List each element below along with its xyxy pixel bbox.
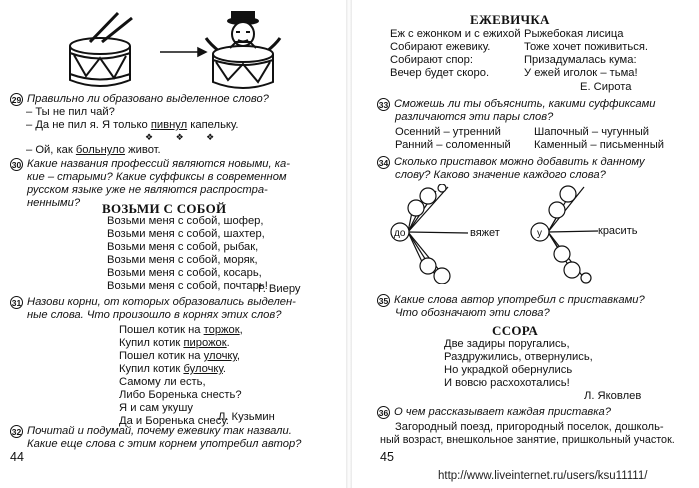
highlighted-word: пирожок (183, 337, 227, 349)
question-30 (10, 158, 290, 171)
left-page (0, 0, 345, 488)
empty-circle (581, 273, 591, 283)
highlighted-word: торжок (203, 324, 240, 336)
poem-author: Г. Виеру (258, 283, 301, 295)
highlighted-word: больнуло (75, 144, 126, 156)
diamond-separator: ❖ ❖ ❖ (145, 132, 225, 142)
text-fragment: – Да не пил я. Я только (26, 119, 151, 131)
word-pair: Каменный – письменный (534, 139, 665, 151)
text-fragment: Купил котик (119, 337, 184, 349)
text-fragment: Купил котик (119, 363, 184, 375)
question-line: Сможешь ли ты объяснить, какими суффиксами (394, 98, 656, 110)
poem-line: Самому ли есть, (119, 376, 206, 388)
diagram-prefix-label: у (537, 228, 542, 239)
question-line: кие – старыми? Какие суффиксы в современном (27, 171, 287, 183)
question-number-31: 31 (11, 298, 22, 308)
empty-circle (549, 202, 565, 218)
empty-circle (554, 246, 570, 262)
question-line: О чем рассказывает каждая приставка? (394, 406, 612, 418)
page-number: 45 (380, 450, 394, 464)
word-pair: Осенний – утренний (395, 126, 501, 138)
question-35 (377, 294, 645, 307)
poem-line: Возьми меня с собой, почтарь! (107, 280, 268, 292)
question-line: различаются эти пары слов? (395, 111, 554, 123)
right-page (352, 0, 699, 488)
question-36 (377, 406, 611, 419)
arrow-icon (160, 48, 206, 56)
word-pair: Ранний – соломенный (395, 139, 511, 151)
empty-circle (420, 258, 436, 274)
question-line: Что обозначают эти слова? (395, 307, 550, 319)
question-line: Почитай и подумай, почему ежевику так назвали. (27, 425, 292, 437)
highlighted-word: булочку (183, 363, 223, 375)
text-fragment: капельку. (187, 119, 239, 131)
question-line: Назови корни, от которых образовались выделен- (27, 296, 296, 308)
question-line: ненными? (27, 197, 81, 209)
poem-author: Л. Кузьмин (218, 411, 275, 423)
poem-line (119, 337, 230, 350)
poem-line: Возьми меня с собой, шахтер, (107, 228, 265, 240)
poem-title: ССОРА (492, 323, 539, 338)
poem-line: Возьми меня с собой, рыбак, (107, 241, 259, 253)
question-number-32: 32 (11, 427, 22, 437)
diagram-word-label: вяжет (470, 227, 500, 239)
question-line: слову? Каково значение каждого слова? (395, 169, 606, 181)
poem-line (119, 350, 240, 363)
empty-circle (564, 262, 580, 278)
text-fragment: . (222, 363, 227, 375)
text-fragment: Пошел котик на (119, 324, 204, 336)
text-fragment: – Ой, как (26, 144, 76, 156)
poem-title: ЕЖЕВИЧКА (470, 12, 550, 27)
poem-line: Возьми меня с собой, шофер, (107, 215, 264, 227)
empty-circle (434, 268, 450, 284)
watermark-url: http://www.liveinternet.ru/users/ksu11111/ (438, 470, 648, 482)
poem-line: Но украдкой обернулись (444, 364, 573, 376)
text-fragment: , (239, 324, 243, 336)
poem-author: Е. Сирота (580, 81, 632, 93)
drum-illustration (60, 8, 300, 90)
poem-author: Л. Яковлев (584, 390, 642, 402)
poem-line: У ежей иголок – тьма! (524, 67, 638, 79)
poem-line: Рыжебокая лисица (524, 28, 624, 40)
question-31 (10, 296, 296, 309)
question-34 (377, 156, 645, 169)
question-33 (377, 98, 656, 111)
diagram-word-label: красить (598, 225, 638, 237)
question-line: ные слова. Что произошло в корнях этих слов? (27, 309, 282, 321)
poem-title: ВОЗЬМИ С СОБОЙ (102, 201, 227, 216)
highlighted-word: улочку (203, 350, 237, 362)
text-fragment: живот. (125, 144, 161, 156)
diagram-prefix-label: до (394, 228, 406, 239)
empty-circle (438, 184, 446, 192)
poem-line: Еж с ежонком и с ежихой (390, 28, 521, 40)
poem-line: Призадумалась кума: (524, 54, 637, 66)
question-number-35: 35 (378, 296, 389, 306)
empty-circle (420, 188, 436, 204)
poem-line: Я и сам укушу (119, 402, 193, 414)
empty-circle (560, 186, 576, 202)
question-line: Какие еще слова с этим корнем употребил автор? (27, 438, 302, 450)
poem-line: Тоже хочет поживиться. (524, 41, 649, 53)
question-line: Какие слова автор употребил с приставками? (394, 294, 645, 306)
poem-line: Да и Боренька снесу. (119, 415, 229, 427)
text-fragment: Пошел котик на (119, 350, 204, 362)
poem-line: И вовсю расхохотались! (444, 377, 570, 389)
poem-line: Собирают ежевику. (390, 41, 491, 53)
poem-line: Либо Боренька снесть? (119, 389, 242, 401)
exercise-line: Загородный поезд, пригородный поселок, дошколь- (395, 421, 664, 433)
poem-line: Возьми меня с собой, моряк, (107, 254, 258, 266)
question-number-33: 33 (378, 100, 389, 110)
question-number-36: 36 (378, 408, 389, 418)
poem-line (119, 324, 243, 337)
page-number: 44 (10, 450, 24, 464)
poem-line: Собирают спор: (390, 54, 473, 66)
empty-circle (408, 200, 424, 216)
prefix-diagrams (372, 184, 682, 284)
question-29 (10, 93, 269, 106)
dialog-line (26, 144, 161, 157)
question-number-29: 29 (11, 95, 22, 105)
question-number-34: 34 (378, 158, 389, 168)
poem-line: Раздружились, отвернулись, (444, 351, 593, 363)
poem-line: Возьми меня с собой, косарь, (107, 267, 262, 279)
poem-line (119, 363, 226, 376)
poem-line: Две задиры поругались, (444, 338, 570, 350)
question-line: русском языке уже не являются распростра- (27, 184, 268, 196)
poem-line: Вечер будет скоро. (390, 67, 490, 79)
dialog-line (26, 119, 239, 132)
question-line: Сколько приставок можно добавить к данному (394, 156, 645, 168)
question-32 (10, 425, 292, 438)
text-fragment: . (226, 337, 230, 349)
drum-icon (70, 13, 132, 86)
highlighted-word: пивнул (150, 119, 188, 131)
word-pair: Шапочный – чугунный (534, 126, 649, 138)
text-fragment: , (236, 350, 241, 362)
exercise-line: ный возраст, внешкольное занятие, пришкольный участок. (380, 434, 675, 446)
dialog-line: – Ты не пил чай? (26, 106, 115, 118)
question-29-text: Правильно ли образовано выделенное слово? (27, 93, 269, 105)
question-number-30: 30 (11, 160, 22, 170)
drummer-icon (206, 12, 280, 88)
question-line: Какие названия профессий являются новыми, ка- (27, 158, 290, 170)
